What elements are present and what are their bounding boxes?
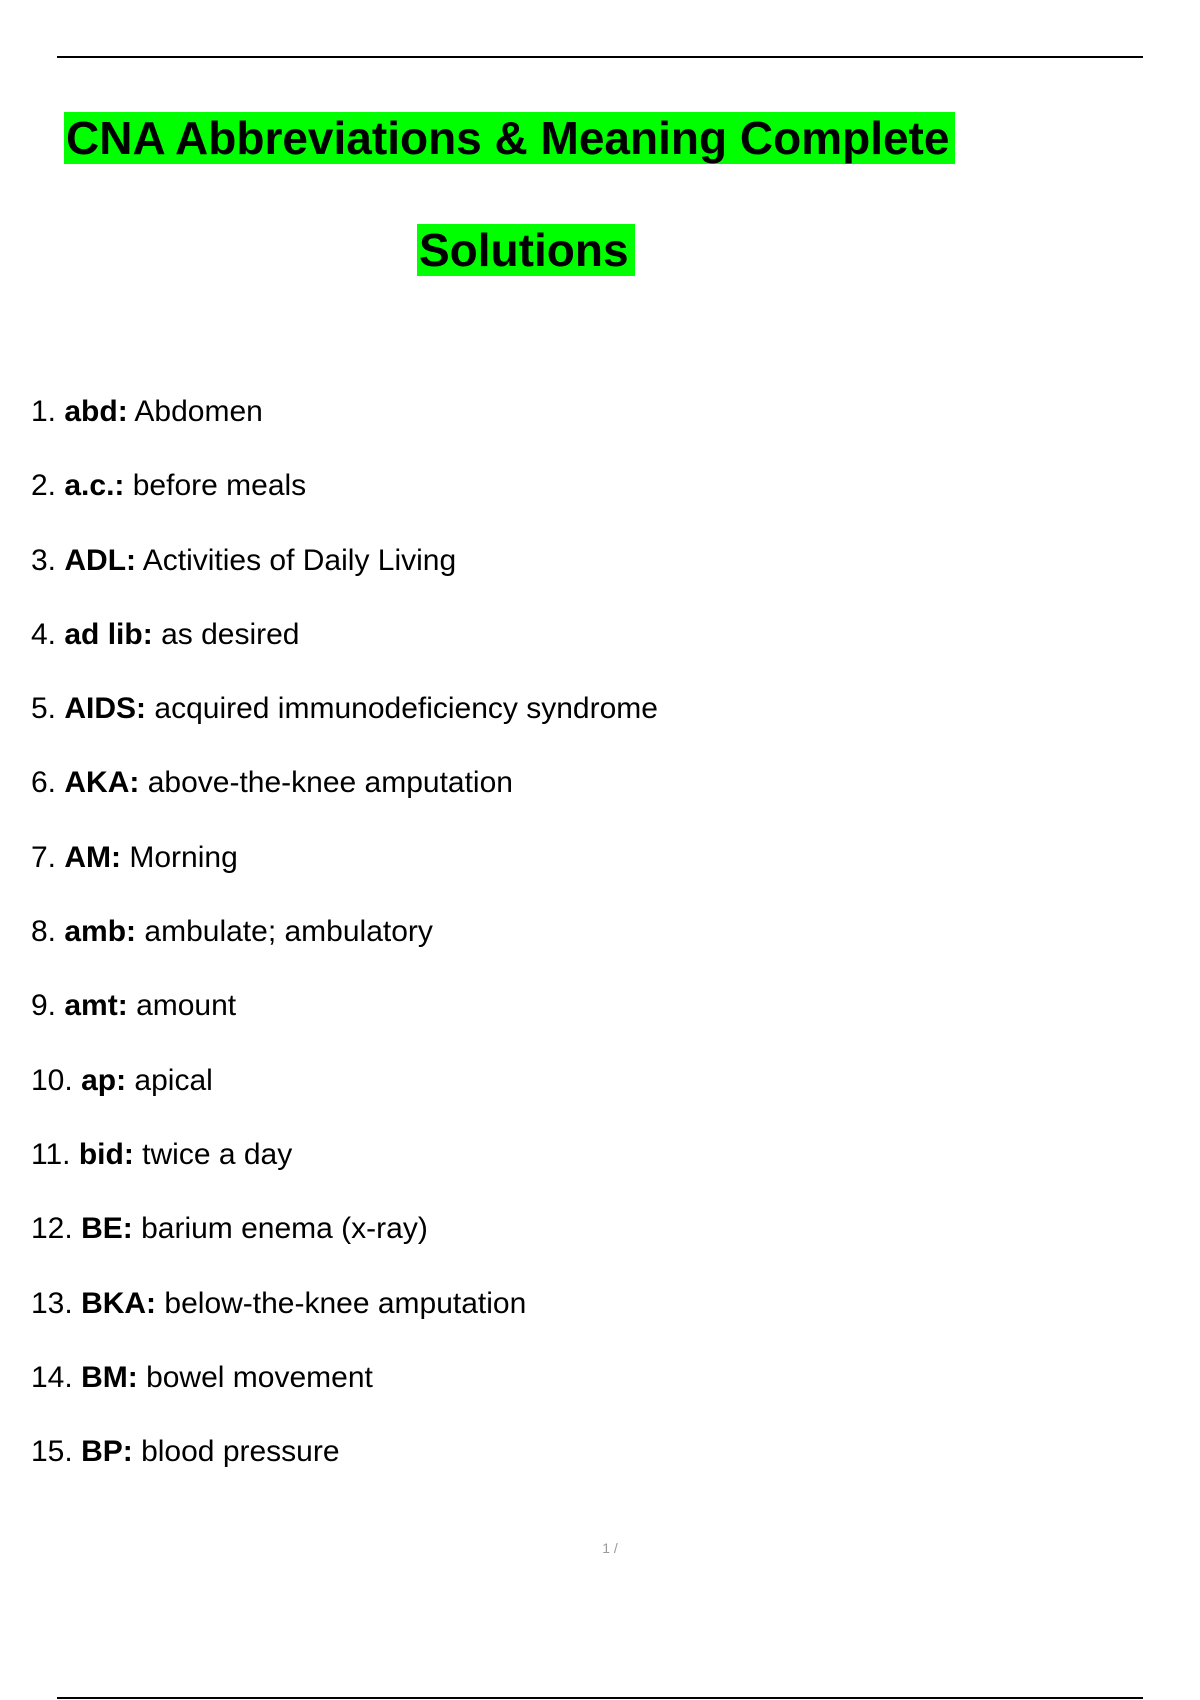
list-item	[31, 1358, 658, 1432]
abbreviation-term: AKA:	[64, 766, 140, 800]
item-number: 10.	[31, 1063, 73, 1097]
item-number: 13.	[31, 1286, 73, 1320]
item-number: 7.	[31, 840, 57, 874]
bottom-rule	[57, 1697, 1143, 1699]
abbreviation-term: BP:	[81, 1435, 133, 1469]
list-item	[31, 1209, 658, 1283]
abbreviation-meaning: bowel movement	[146, 1360, 373, 1394]
list-item	[31, 1135, 658, 1209]
abbreviation-term: bid:	[78, 1137, 134, 1171]
abbreviation-term: amt:	[64, 989, 128, 1023]
item-number: 6.	[31, 766, 57, 800]
abbreviation-meaning: Abdomen	[134, 395, 263, 428]
list-item	[31, 689, 658, 763]
abbreviation-meaning: blood pressure	[141, 1435, 340, 1469]
abbreviation-meaning: ambulate; ambulatory	[144, 915, 433, 949]
list-item	[31, 466, 658, 540]
item-number: 14.	[31, 1360, 73, 1394]
abbreviation-meaning: twice a day	[142, 1137, 293, 1171]
item-number: 4.	[31, 617, 57, 651]
document-title-line-1: CNA Abbreviations & Meaning Complete	[64, 110, 955, 166]
abbreviation-term: AM:	[64, 840, 122, 874]
item-number: 8.	[31, 915, 57, 949]
abbreviation-term: a.c.:	[64, 469, 125, 503]
abbreviation-meaning: acquired immunodeficiency syndrome	[154, 692, 658, 726]
abbreviation-term: BM:	[81, 1360, 138, 1394]
list-item	[31, 392, 658, 466]
list-item	[31, 1061, 658, 1135]
abbreviation-term: BKA:	[81, 1286, 157, 1320]
abbreviation-term: AIDS:	[64, 692, 147, 726]
abbreviation-meaning: as desired	[161, 617, 300, 651]
abbreviation-meaning: Activities of Daily Living	[142, 543, 457, 577]
item-number: 1.	[31, 395, 57, 428]
abbreviation-meaning: below-the-knee amputation	[164, 1286, 527, 1320]
list-item	[31, 1284, 658, 1358]
abbreviation-meaning: amount	[136, 989, 237, 1023]
top-rule	[57, 56, 1143, 58]
list-item	[31, 541, 658, 615]
list-item	[31, 615, 658, 689]
item-number: 2.	[31, 469, 57, 503]
item-number: 11.	[31, 1137, 71, 1171]
abbreviation-meaning: before meals	[132, 469, 307, 503]
abbreviation-term: amb:	[64, 915, 137, 949]
abbreviation-list	[31, 392, 658, 1506]
list-item	[31, 838, 658, 912]
item-number: 9.	[31, 989, 57, 1023]
item-number: 5.	[31, 692, 57, 726]
item-number: 15.	[31, 1435, 73, 1469]
document-title-line-2: Solutions	[417, 222, 635, 278]
item-number: 12.	[31, 1212, 73, 1246]
item-number: 3.	[31, 543, 57, 577]
abbreviation-meaning: apical	[134, 1063, 213, 1097]
abbreviation-term: BE:	[81, 1212, 133, 1246]
abbreviation-term: abd:	[64, 395, 128, 428]
page-number: 1 /	[602, 1540, 618, 1556]
list-item	[31, 763, 658, 837]
list-item	[31, 912, 658, 986]
abbreviation-term: ADL:	[64, 543, 137, 577]
list-item	[31, 986, 658, 1060]
list-item	[31, 1432, 658, 1506]
abbreviation-term: ap:	[81, 1063, 127, 1097]
abbreviation-meaning: above-the-knee amputation	[147, 766, 513, 800]
abbreviation-meaning: Morning	[129, 840, 238, 874]
abbreviation-term: ad lib:	[64, 617, 153, 651]
abbreviation-meaning: barium enema (x-ray)	[141, 1212, 428, 1246]
